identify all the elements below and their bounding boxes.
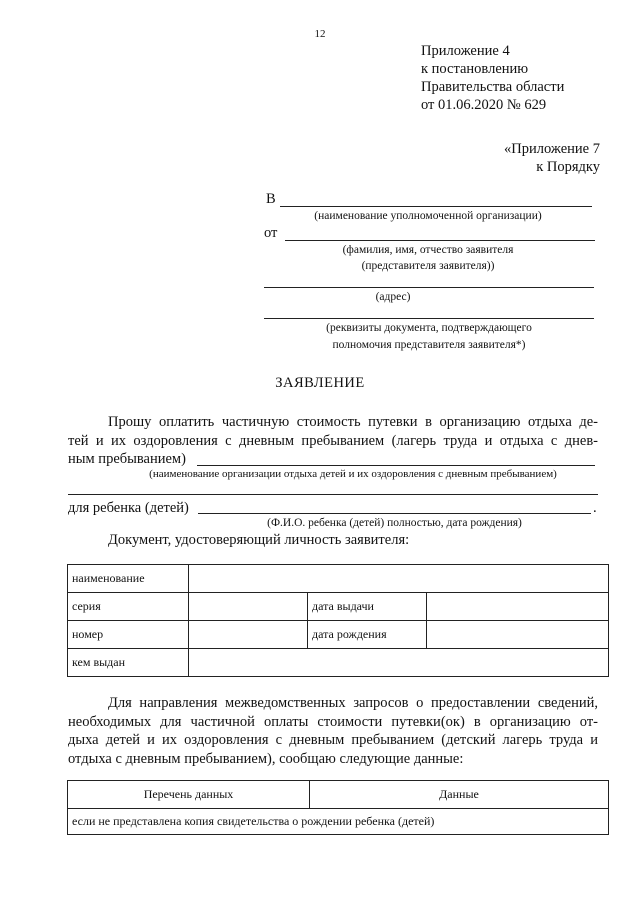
request-line-3: ным пребыванием) [68, 451, 186, 467]
org-name-field-line-2[interactable] [68, 494, 598, 495]
address-field-line[interactable] [264, 287, 594, 288]
series-label-cell: серия [68, 593, 189, 621]
annex-4-block [421, 42, 564, 114]
name-label-cell: наименование [68, 565, 189, 593]
address-caption: (адрес) [375, 291, 411, 303]
issued-by-value-cell[interactable] [189, 649, 609, 677]
to-label: В [266, 191, 276, 207]
table-row [68, 781, 609, 809]
annex-7-block [504, 140, 600, 176]
org-name-caption: (наименование организации отдыха детей и их оздоровления с дневным пребыванием) [149, 468, 557, 480]
birth-certificate-row-label: если не представлена копия свидетельства о рождении ребенка (детей) [68, 809, 609, 835]
table-row [68, 621, 609, 649]
request-line-2: тей и их оздоровления с дневным пребыванием (лагерь труда и отдыха с днев- [68, 433, 598, 449]
issue-date-value-cell[interactable] [427, 593, 609, 621]
table-row [68, 593, 609, 621]
authority-doc-field-line[interactable] [264, 318, 594, 319]
birth-date-value-cell[interactable] [427, 621, 609, 649]
info-line-2: необходимых для частичной оплаты стоимости путевки(ок) в организацию от- [68, 714, 598, 730]
column-header-data-list: Перечень данных [68, 781, 310, 809]
request-line-1: Прошу оплатить частичную стоимость путевки в организацию отдыха де- [108, 414, 598, 430]
info-line-1: Для направления межведомственных запросов о предоставлении сведений, [108, 695, 598, 711]
child-caption: (Ф.И.О. ребенка (детей) полностью, дата рождения) [267, 517, 522, 529]
authority-doc-caption-1: (реквизиты документа, подтверждающего [326, 322, 532, 334]
annex-4-line-1: Приложение 4 [421, 43, 510, 59]
from-caption-1: (фамилия, имя, отчество заявителя [342, 244, 514, 256]
number-label-cell: номер [68, 621, 189, 649]
from-caption-2: (представителя заявителя)) [361, 260, 495, 272]
authority-doc-caption-2: полномочия представителя заявителя*) [332, 339, 526, 351]
table-row [68, 565, 609, 593]
annex-7-line-1: «Приложение 7 [504, 141, 600, 157]
to-field-line[interactable] [280, 206, 592, 207]
series-value-cell[interactable] [189, 593, 308, 621]
issue-date-label-cell: дата выдачи [308, 593, 427, 621]
to-caption: (наименование уполномоченной организации) [314, 210, 542, 222]
table-row [68, 649, 609, 677]
data-table [67, 780, 609, 835]
birth-date-label-cell: дата рождения [308, 621, 427, 649]
from-field-line[interactable] [285, 240, 595, 241]
id-document-table [67, 564, 609, 677]
annex-4-line-3: Правительства области [421, 79, 565, 95]
info-line-4: отдыха с дневным пребыванием), сообщаю следующие данные: [68, 751, 464, 767]
child-line-end: . [593, 500, 597, 516]
name-value-cell[interactable] [189, 565, 609, 593]
page-number: 12 [314, 28, 326, 40]
child-field-line[interactable] [198, 513, 591, 514]
info-line-3: дыха детей и их оздоровления с дневным пребыванием (детский лагерь труда и [68, 732, 598, 748]
annex-7-line-2: к Порядку [536, 159, 600, 175]
child-label: для ребенка (детей) [68, 500, 189, 516]
table-row [68, 809, 609, 835]
column-header-data: Данные [310, 781, 609, 809]
issued-by-label-cell: кем выдан [68, 649, 189, 677]
annex-4-line-4: от 01.06.2020 № 629 [421, 97, 547, 113]
annex-4-line-2: к постановлению [421, 61, 529, 77]
number-value-cell[interactable] [189, 621, 308, 649]
id-doc-label: Документ, удостоверяющий личность заявителя: [108, 532, 410, 548]
document-title: ЗАЯВЛЕНИЕ [275, 375, 365, 391]
from-label: от [264, 225, 278, 241]
